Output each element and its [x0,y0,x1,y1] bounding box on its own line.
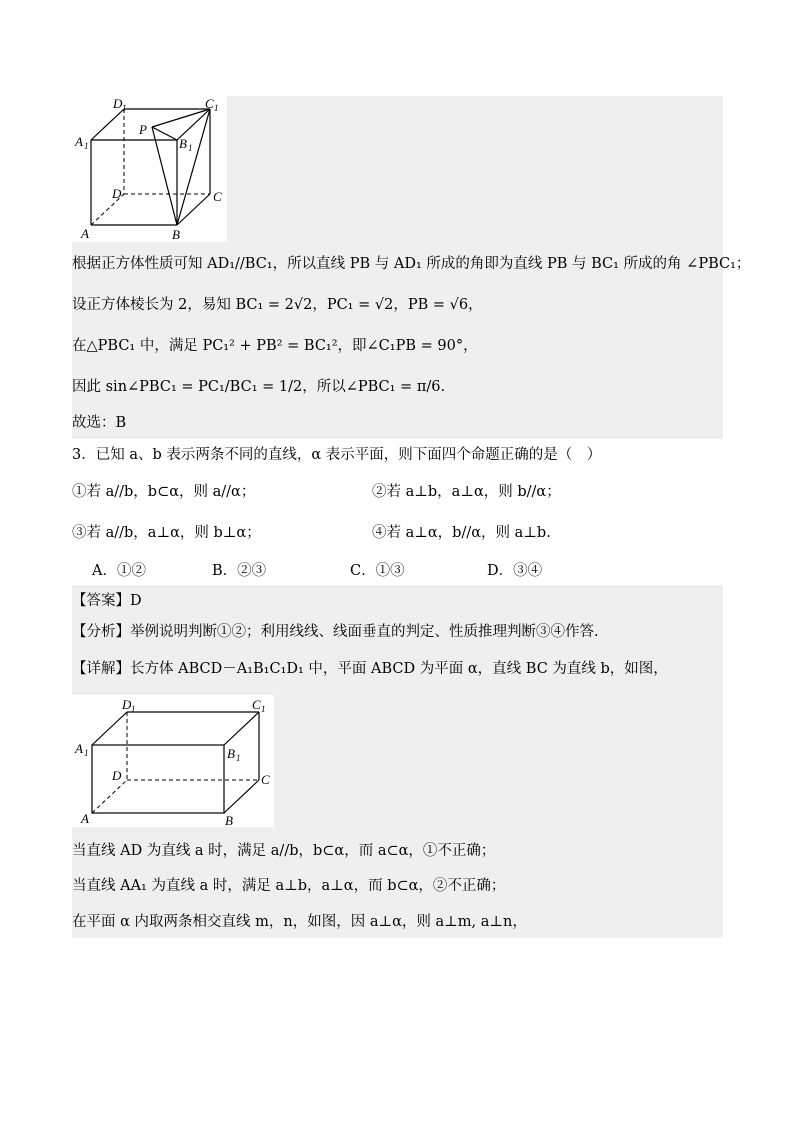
solution-line-2: 设正方体棱长为 2，易知 BC₁ = 2√2，PC₁ = √2，PB = √6， [72,297,483,313]
label-P: P [139,122,147,137]
box-label-B1: B [227,746,235,761]
label-C1: C [205,96,214,111]
cube-figure [72,96,227,242]
answer-label: 【答案】D [72,593,142,609]
option-d: D．③④ [487,563,543,579]
box-label-D1: D [122,697,132,712]
option-b: B．②③ [212,563,267,579]
label-A1: A [75,134,83,149]
after-line-3: 在平面 α 内取两条相交直线 m，n，如图，因 a⊥α，则 a⊥m, a⊥n， [72,914,527,930]
label-D1-sub: 1 [122,103,127,113]
label-C: C [213,189,222,204]
proposition-1: ①若 a//b，b⊂α，则 a//α； [72,484,256,500]
label-D1: D [113,96,123,111]
proposition-3: ③若 a//b，a⊥α，则 b⊥α； [72,525,261,541]
label-B1-sub: 1 [188,143,193,153]
solution-line-5: 故选：B [72,415,127,431]
label-B1: B [179,136,187,151]
label-B: B [172,227,180,242]
question-stem: 3．已知 a、b 表示两条不同的直线，α 表示平面，则下面四个命题正确的是（ ） [72,447,602,463]
proposition-4: ④若 a⊥α，b//α，则 a⊥b. [372,525,551,541]
option-a: A．①② [92,563,146,579]
box-figure [72,695,274,827]
box-label-C1-sub: 1 [261,704,266,714]
box-label-A1-sub: 1 [84,748,89,758]
label-D: D [112,186,122,201]
option-c: C．①③ [350,563,405,579]
box-label-D: D [112,768,122,783]
box-label-B1-sub: 1 [236,753,241,763]
solution-line-3: 在△PBC₁ 中，满足 PC₁² + PB² = BC₁²，即∠C₁PB = 90°， [72,338,478,354]
box-label-D1-sub: 1 [131,704,136,714]
box-label-C: C [261,772,270,787]
analysis-text: 【分析】举例说明判断①②；利用线线、线面垂直的判定、性质推理判断③④作答. [72,624,599,640]
box-label-C1: C [252,697,261,712]
label-A: A [81,226,89,241]
box-label-A1: A [75,741,83,756]
after-line-2: 当直线 AA₁ 为直线 a 时，满足 a⊥b，a⊥α，而 b⊂α，②不正确； [72,878,506,894]
detail-text: 【详解】长方体 ABCD－A₁B₁C₁D₁ 中，平面 ABCD 为平面 α，直线 BC 为直线 b，如图， [72,661,668,677]
solution-line-4: 因此 sin∠PBC₁ = PC₁/BC₁ = 1/2，所以∠PBC₁ = π/6. [72,379,446,395]
box-label-A: A [81,811,89,826]
label-A1-sub: 1 [84,141,89,151]
label-C1-sub: 1 [214,103,219,113]
solution-line-1: 根据正方体性质可知 AD₁//BC₁，所以直线 PB 与 AD₁ 所成的角即为直线 PB 与 BC₁ 所成的角 ∠PBC₁； [72,256,751,272]
box-label-B: B [225,813,233,827]
proposition-2: ②若 a⊥b，a⊥α，则 b//α； [372,484,561,500]
after-line-1: 当直线 AD 为直线 a 时，满足 a//b，b⊂α，而 a⊂α，①不正确； [72,843,496,859]
